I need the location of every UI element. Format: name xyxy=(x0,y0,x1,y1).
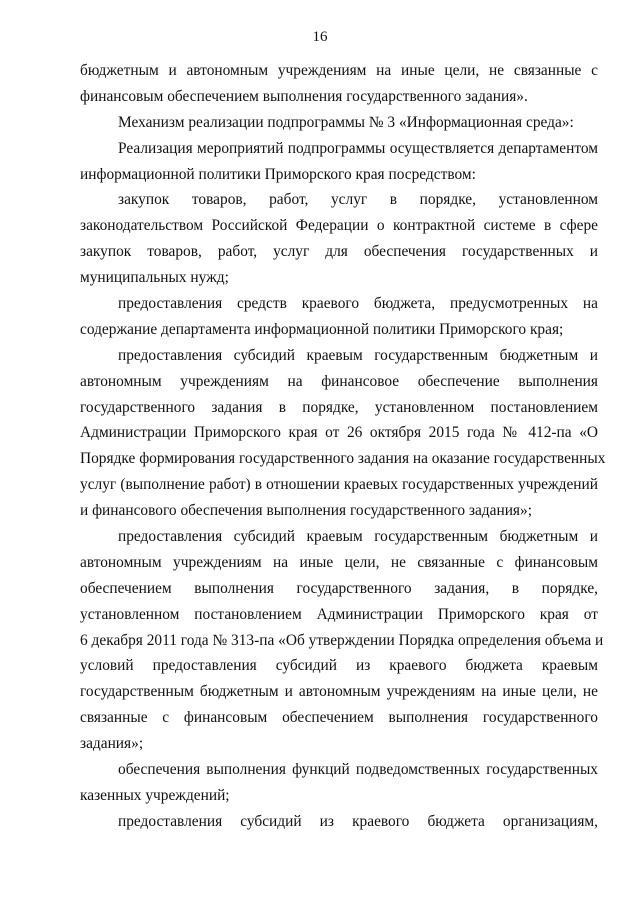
text-line: закупок товаров, работ, услуг для обеспечения государственных и xyxy=(80,243,598,261)
text-line: закупок товаров, работ, услуг в порядке, установленном xyxy=(118,191,598,209)
text-line: государственного задания в порядке, установленном постановлением xyxy=(80,398,598,416)
text-line: предоставления субсидий краевым государственным бюджетным и xyxy=(118,346,598,364)
text-line: Механизм реализации подпрограммы № 3 «Информационная среда»: xyxy=(118,113,574,131)
text-line: содержание департамента информационной политики Приморского края; xyxy=(80,320,564,338)
page-number: 16 xyxy=(312,29,328,45)
text-line: предоставления субсидий из краевого бюджета организациям, xyxy=(118,812,598,830)
text-line: и финансового обеспечения выполнения государственного задания»; xyxy=(80,502,532,520)
text-line: Порядке формирования государственного задания на оказание государственных xyxy=(80,450,606,468)
text-line: связанные с финансовым обеспечением выполнения государственного xyxy=(80,709,598,727)
text-line: 6 декабря 2011 года № 313-па «Об утверждении Порядка определения объема и xyxy=(80,631,604,649)
document-body xyxy=(80,58,606,835)
text-line: задания»; xyxy=(80,735,144,753)
text-line: финансовым обеспечением выполнения государственного задания». xyxy=(80,87,528,105)
text-line: муниципальных нужд; xyxy=(80,269,229,287)
text-line: информационной политики Приморского края посредством: xyxy=(80,165,476,183)
text-line: автономным учреждениям на иные цели, не связанные с финансовым xyxy=(80,553,598,571)
text-line: бюджетным и автономным учреждениям на иные цели, не связанные с xyxy=(80,62,598,79)
text-line: автономным учреждениям на финансовое обеспечение выполнения xyxy=(80,372,598,390)
text-line: условий предоставления субсидий из краевого бюджета краевым xyxy=(80,657,598,675)
text-line: казенных учреждений; xyxy=(80,786,230,804)
text-line: государственным бюджетным и автономным учреждениям на иные цели, не xyxy=(80,683,598,701)
text-line: предоставления субсидий краевым государственным бюджетным и xyxy=(118,528,598,546)
text-line: законодательством Российской Федерации о контрактной системе в сфере xyxy=(80,217,598,235)
text-line: Реализация мероприятий подпрограммы осуществляется департаментом xyxy=(118,139,598,157)
text-line: предоставления средств краевого бюджета, предусмотренных на xyxy=(118,295,598,313)
text-line: обеспечения выполнения функций подведомственных государственных xyxy=(118,761,598,779)
text-line: услуг (выполнение работ) в отношении краевых государственных учреждений xyxy=(80,476,598,494)
text-line: Администрации Приморского края от 26 октября 2015 года № 412-па «О xyxy=(80,424,598,442)
text-line: установленном постановлением Администрации Приморского края от xyxy=(80,605,598,623)
text-line: обеспечением выполнения государственного задания, в порядке, xyxy=(80,579,598,597)
